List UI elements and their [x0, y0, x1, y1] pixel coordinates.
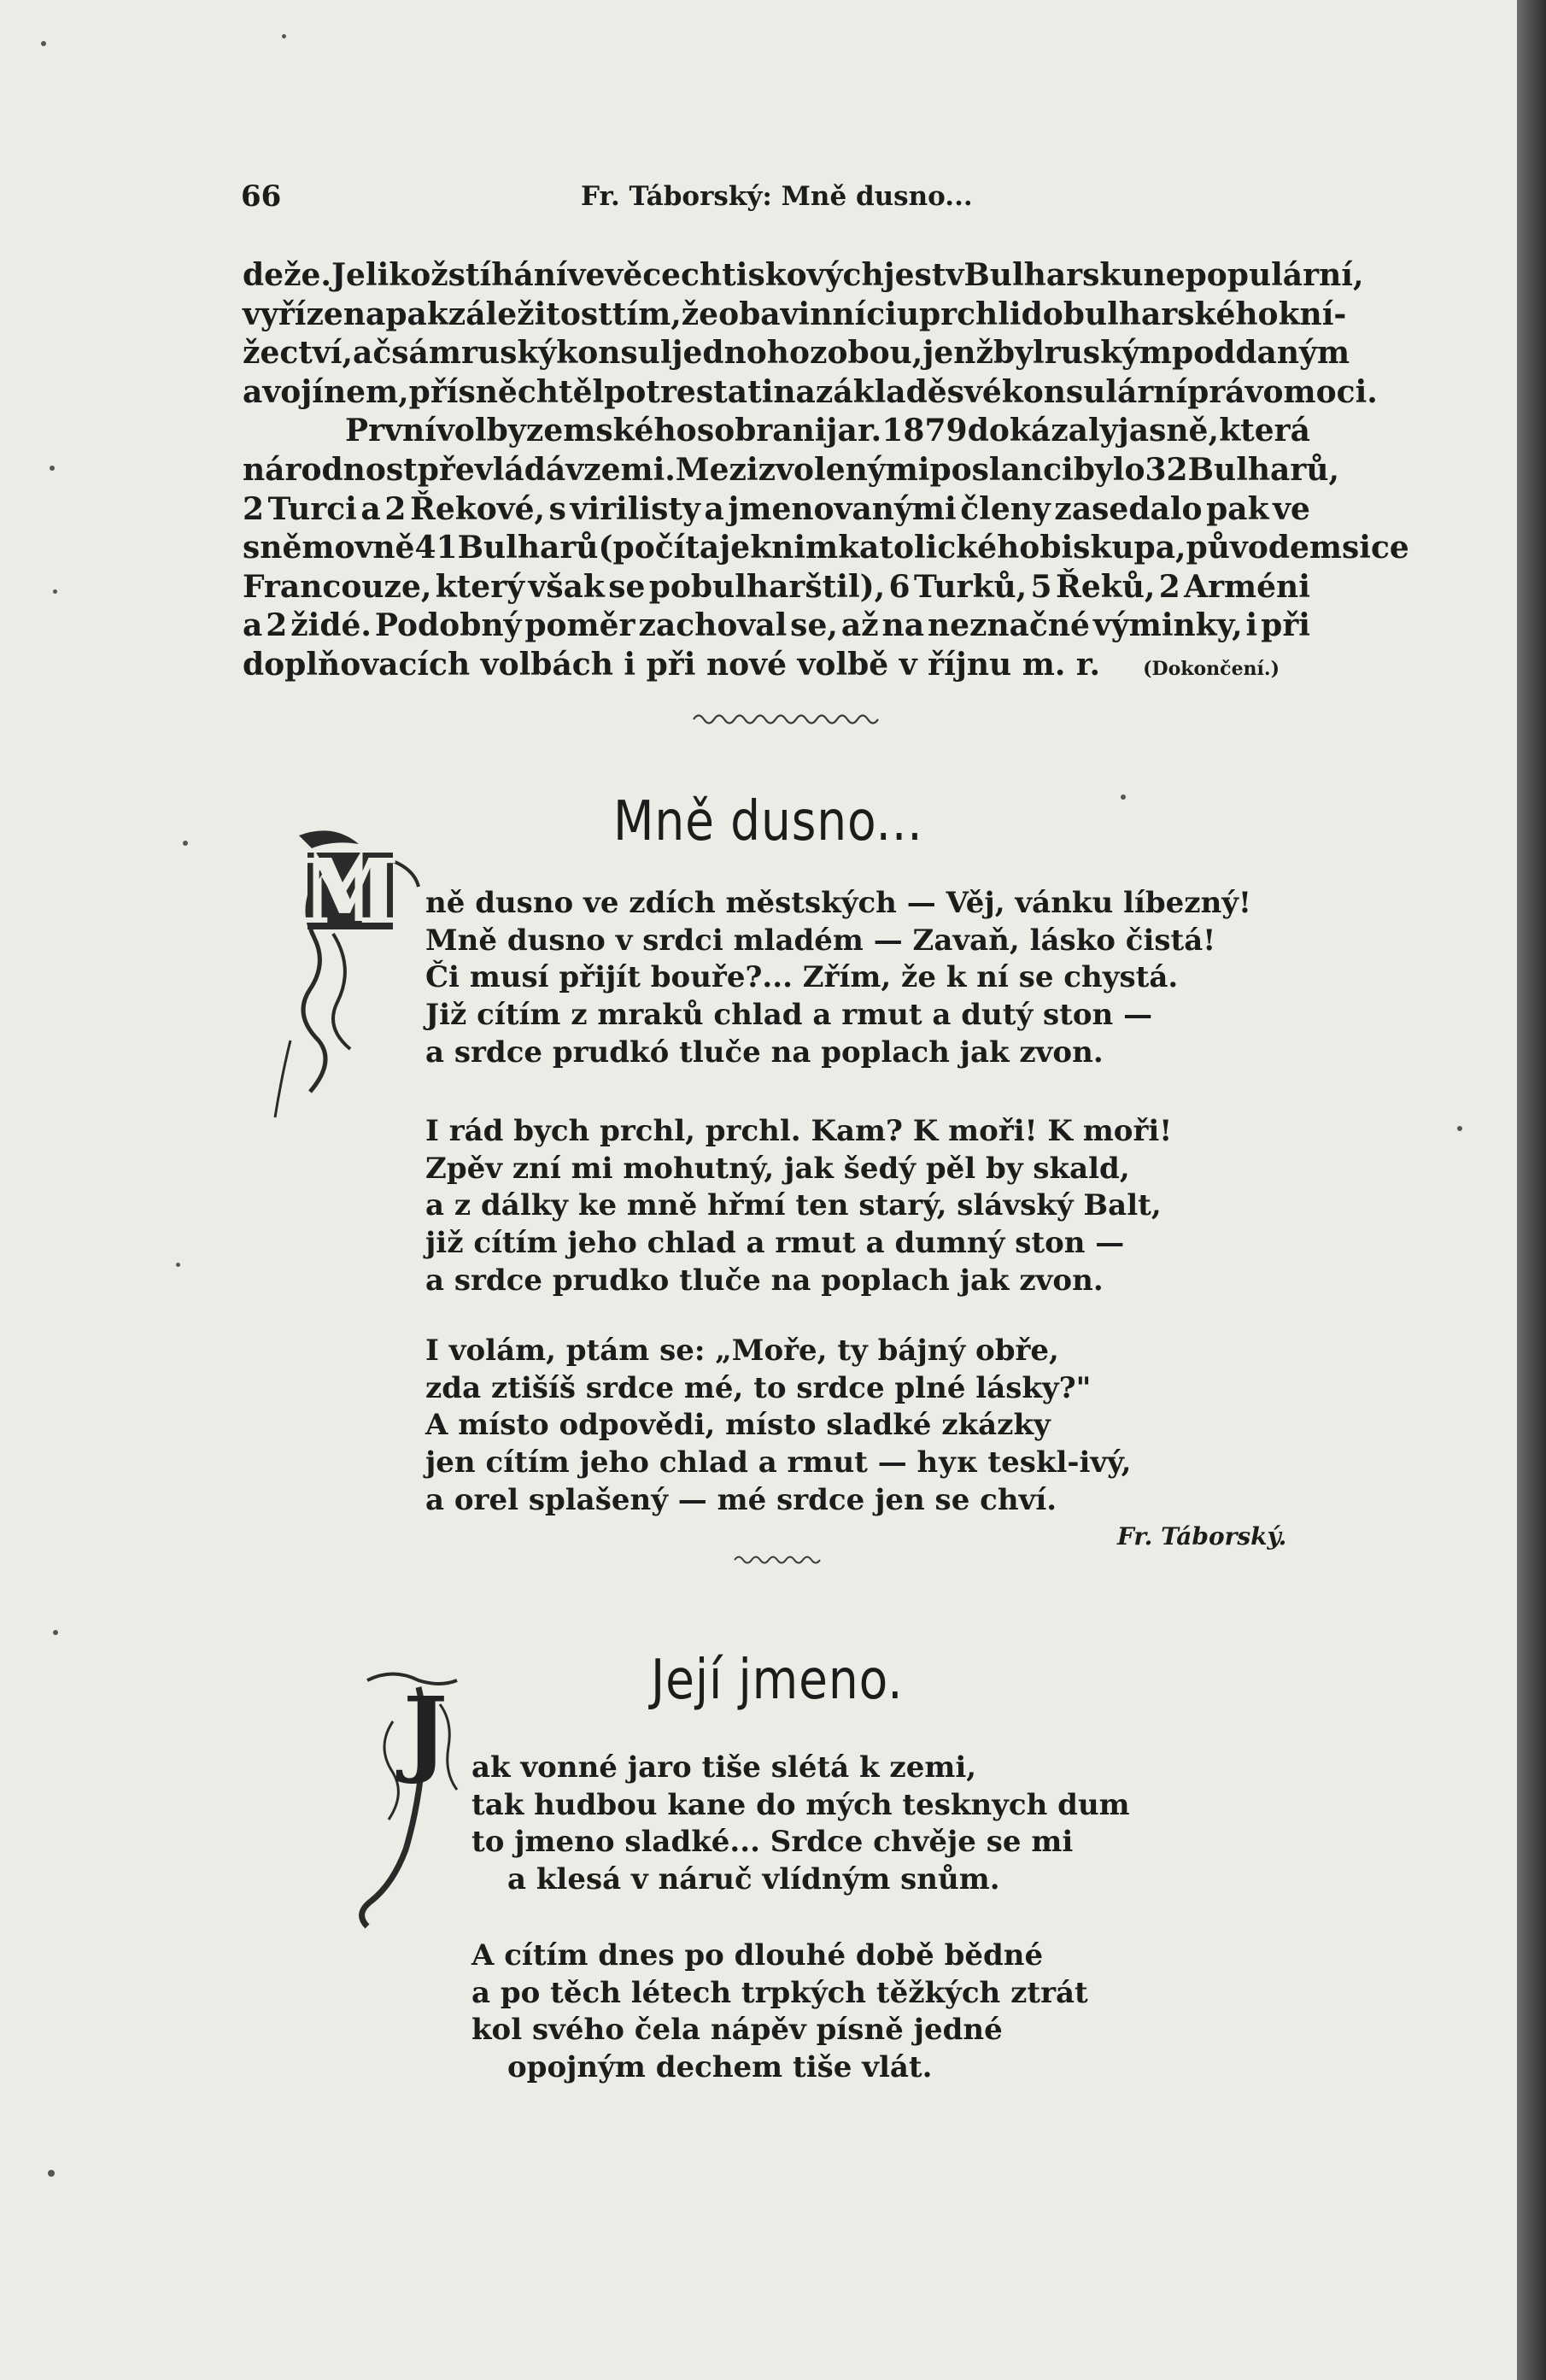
verse-line: A místo odpovědi, místo sladké zkázky	[425, 1408, 1051, 1443]
verse-line: a srdce prudkó tluče na poplach jak zvon.	[425, 1035, 1104, 1070]
prose-line: První volby zemského sobranija r. 1879 dokázaly jasně, která	[345, 413, 1310, 449]
paper-speck	[1457, 1126, 1462, 1131]
poem-title: Mně dusno...	[613, 790, 923, 853]
verse-line: I rád bych prchl, prchl. Kam? K moři! K moři!	[425, 1114, 1173, 1148]
prose-line: sněmovně 41 Bulharů (počítaje k nim katolického biskupa, původem sice	[243, 530, 1409, 566]
verse-line: zda ztišíš srdce mé, to srdce plné lásky?"	[425, 1370, 1092, 1405]
running-title: Fr. Táborský: Mně dusno...	[581, 181, 973, 212]
verse-line: kol svého čela nápěv písně jedné	[471, 2013, 1003, 2048]
prose-line: a 2 židé. Podobný poměr zachoval se, až na neznačné výminky, i při	[243, 607, 1310, 644]
poem2-stanza-2	[471, 1937, 1088, 2087]
verse-line: a z dálky ke mně hřmí ten starý, slávský Balt,	[425, 1188, 1162, 1223]
verse-line: a srdce prudko tluče na poplach jak zvon.	[425, 1263, 1104, 1298]
author-signature: Fr. Táborský.	[1117, 1522, 1287, 1551]
verse-line: A cítím dnes po dlouhé době bědné	[471, 1938, 1044, 1973]
paper-speck	[50, 466, 55, 471]
small-wavy-divider-ornament	[733, 1551, 827, 1567]
continuation-note: (Dokončení.)	[1143, 657, 1280, 680]
paper-speck	[183, 841, 188, 846]
ornamental-initial-j	[359, 1670, 470, 1935]
paper-speck	[176, 1263, 180, 1267]
verse-line: ak vonné jaro tiše slétá k zemi,	[471, 1750, 977, 1785]
prose-line: doplňovacích volbách i při nové volbě v říjnu m. r.	[243, 646, 1101, 683]
paper-speck	[53, 1630, 58, 1635]
poem2-stanza-1	[471, 1750, 1130, 1899]
paper-speck	[1121, 794, 1126, 800]
poem1-stanza-2	[425, 1113, 1172, 1299]
verse-line: tak hudbou kane do mých tesknych dum	[471, 1787, 1130, 1822]
verse-line: již cítím jeho chlad a rmut a dumný ston —	[425, 1226, 1125, 1261]
verse-line: Či musí přijít bouře?... Zřím, že k ní se chystá.	[425, 960, 1179, 995]
verse-line: ně dusno ve zdích městských — Věj, vánku líbezný!	[425, 886, 1251, 920]
verse-line: Mně dusno v srdci mladém — Zavaň, lásko čistá!	[425, 923, 1216, 958]
paper-speck	[282, 34, 286, 38]
page-edge-shadow	[1517, 0, 1546, 2380]
article-ending	[243, 256, 1409, 685]
wavy-divider-ornament	[692, 707, 885, 730]
verse-line: Zpěv zní mi mohutný, jak šedý pěl by skald,	[425, 1151, 1130, 1186]
prose-line: Francouze, který však se pobulharštil), 6 Turků, 5 Řeků, 2 Arméni	[243, 568, 1310, 605]
prose-line: národnost převládá v zemi. Mezi zvolenými poslanci bylo 32 Bulharů,	[243, 451, 1340, 488]
paper-speck	[53, 589, 57, 594]
verse-line: I volám, ptám se: „Moře, ty bájný obře,	[425, 1334, 1059, 1368]
prose-line: vyřízena pak záležitost tím, že oba vinníci uprchli do bulharského kní-	[243, 296, 1347, 332]
poem-title: Její jmeno.	[651, 1649, 904, 1712]
prose-last-line	[243, 646, 1310, 685]
paper-speck	[48, 2170, 55, 2177]
page-number: 66	[241, 179, 282, 214]
ornamental-initial-m	[273, 827, 427, 1126]
page-header	[241, 179, 1300, 214]
verse-line: opojným dechem tiše vlát.	[507, 2050, 933, 2085]
dropcap-letter: J	[402, 1676, 448, 1786]
prose-line: 2 Turci a 2 Řekové, s virilisty a jmenovanými členy zasedalo pak ve	[243, 490, 1310, 527]
poem1-stanza-3	[425, 1333, 1132, 1519]
prose-line: a vojínem, přísně chtěl potrestati na základě své konsulární právomoci.	[243, 373, 1378, 410]
paper-speck	[41, 41, 46, 46]
verse-line: to jmeno sladké... Srdce chvěje se mi	[471, 1825, 1074, 1860]
verse-line: Již cítím z mraků chlad a rmut a dutý ston —	[425, 998, 1153, 1033]
dropcap-letter: M	[301, 839, 400, 944]
verse-line: a po těch létech trpkých těžkých ztrát	[471, 1975, 1088, 2010]
prose-line: žectví, ač sám ruský konsul jednoho z obou, jenž byl ruským poddaným	[243, 335, 1350, 372]
poem1-stanza-1	[425, 885, 1251, 1071]
verse-line: a orel splašený — mé srdce jen se chví.	[425, 1482, 1057, 1517]
prose-line: deže. Jelikož stíhání ve věcech tiskových jest v Bulharsku nepopulární,	[243, 257, 1364, 293]
verse-line: jen cítím jeho chlad a rmut — hук teskl-ivý,	[425, 1445, 1132, 1480]
verse-line: a klesá v náruč vlídným snům.	[507, 1862, 1000, 1897]
